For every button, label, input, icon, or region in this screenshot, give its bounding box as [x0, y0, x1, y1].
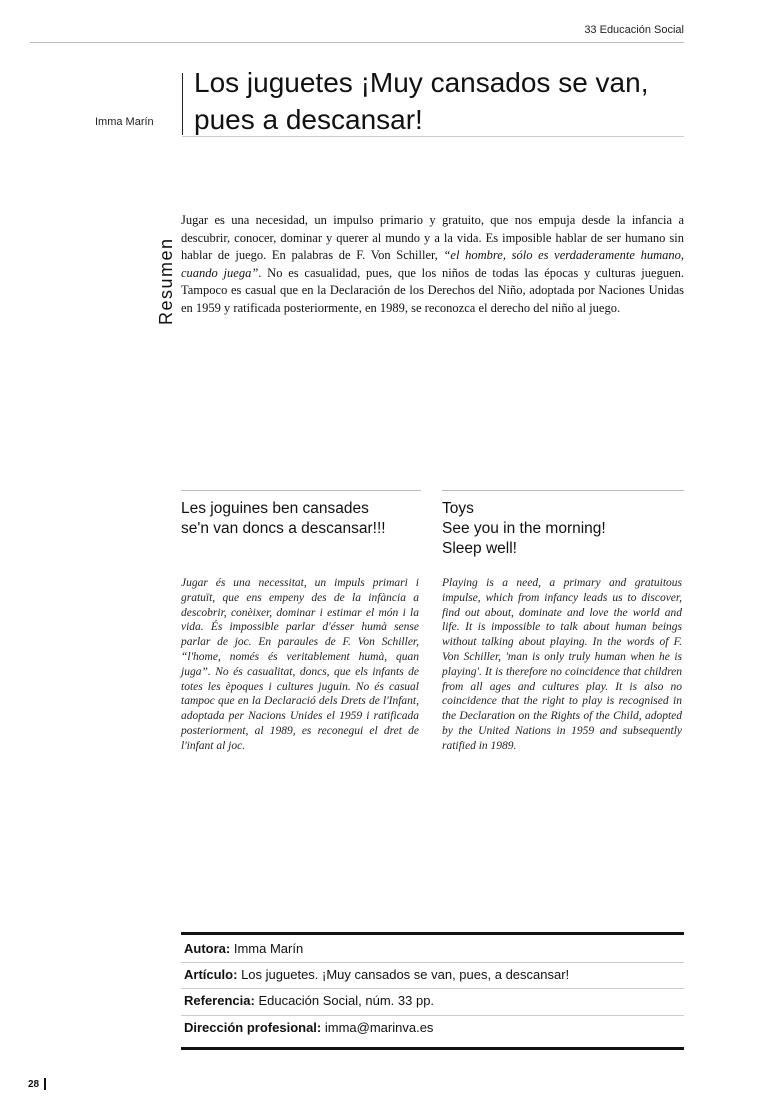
page-number: 28: [28, 1079, 40, 1090]
catalan-abstract: Jugar és una necessitat, un impuls primari i gratuït, que ens empeny des de la infància a descobrir, conèixer, dominar i estimar el món i la vida. És impossible parlar d'ésser humà sense parlar de joc. En paraules de F. Von Schiller, “l'home, només és veritablement humà, quan juga”. No és casualitat, doncs, que els infants de totes les èpoques i cultures juguin. No és casual tampoc que en la Declaració dels Drets de l'Infant, adoptada per Nacions Unides el 1959 i ratificada posteriorment, al 1989, es reconegui el dret de l'infant al joc.: [181, 577, 419, 752]
metadata-divider: [181, 1015, 684, 1016]
metadata-author: [184, 941, 303, 956]
journal-header: 33 Educación Social: [584, 24, 684, 36]
metadata-reference-value: Educación Social, núm. 33 pp.: [258, 993, 435, 1008]
title-divider: [182, 73, 183, 135]
header-rule: [30, 42, 684, 43]
metadata-article-value: Los juguetes. ¡Muy cansados se van, pues, a descansar!: [241, 967, 570, 982]
metadata-contact-email[interactable]: imma@marinva.es: [324, 1020, 434, 1035]
metadata-contact: [184, 1020, 433, 1035]
abstract-text: [181, 212, 684, 318]
metadata-article-label: Artículo:: [184, 967, 238, 982]
english-title-line-3: Sleep well!: [442, 540, 517, 557]
page-number-bar: [44, 1078, 46, 1090]
abstract-text-part1: Jugar es una necesidad, un impulso primario y gratuito, que nos empuja desde la infancia a descubrir, conocer, dominar y querer al mundo y a la vida. Es imposible hablar de ser humano sin hablar de juego. En palabras de F. Von Schiller,: [181, 213, 684, 263]
english-title-line-2: See you in the morning!: [442, 520, 606, 537]
title-line-2: pues a descansar!: [194, 104, 423, 135]
metadata-reference-label: Referencia:: [184, 993, 255, 1008]
english-rule: [442, 490, 684, 491]
abstract-quote: “el hombre, sólo es verdaderamente humano, cuando juega”: [181, 248, 684, 280]
title-line-1: Los juguetes ¡Muy cansados se van,: [194, 67, 649, 98]
metadata-divider: [181, 988, 684, 989]
metadata-contact-label: Dirección profesional:: [184, 1020, 322, 1035]
article-title: [194, 64, 694, 138]
metadata-top-rule: [181, 932, 684, 935]
metadata-reference: [184, 993, 434, 1008]
english-title: [442, 499, 606, 559]
abstract-label: Resumen: [156, 237, 176, 325]
metadata-article: [184, 967, 569, 982]
catalan-rule: [181, 490, 421, 491]
catalan-title: [181, 499, 386, 539]
metadata-author-value: Imma Marín: [233, 941, 304, 956]
english-abstract: Playing is a need, a primary and gratuitous impulse, which from infancy leads us to discover, find out about, dominate and love the world and life. It is impossible to talk about human beings without talking about playing. In the words of F. Von Schiller, 'man is only truly human when he is playing'. It is therefore no coincidence that children from all ages and cultures play. It is also no coincidence that the right to play is recognised in the Declaration on the Rights of the Child, adopted by the United Nations in 1959 and subsequently ratified in 1989.: [442, 577, 682, 752]
metadata-author-label: Autora:: [184, 941, 231, 956]
catalan-title-line-2: se'n van doncs a descansar!!!: [181, 520, 386, 537]
english-title-line-1: Toys: [442, 500, 474, 517]
metadata-bottom-rule: [181, 1047, 684, 1050]
title-rule: [182, 136, 684, 137]
abstract-text-part2: . No es casualidad, pues, que los niños de todas las épocas y culturas jueguen. Tampoco es casual que en la Declaración de los Derechos del Niño, adoptada por Naciones Unidas en 1959 y ratificada posteriormente, en 1989, se reconozca el derecho del niño al juego.: [181, 265, 685, 315]
metadata-divider: [181, 962, 684, 963]
catalan-title-line-1: Les joguines ben cansades: [181, 500, 369, 517]
author-name: Imma Marín: [95, 116, 154, 128]
